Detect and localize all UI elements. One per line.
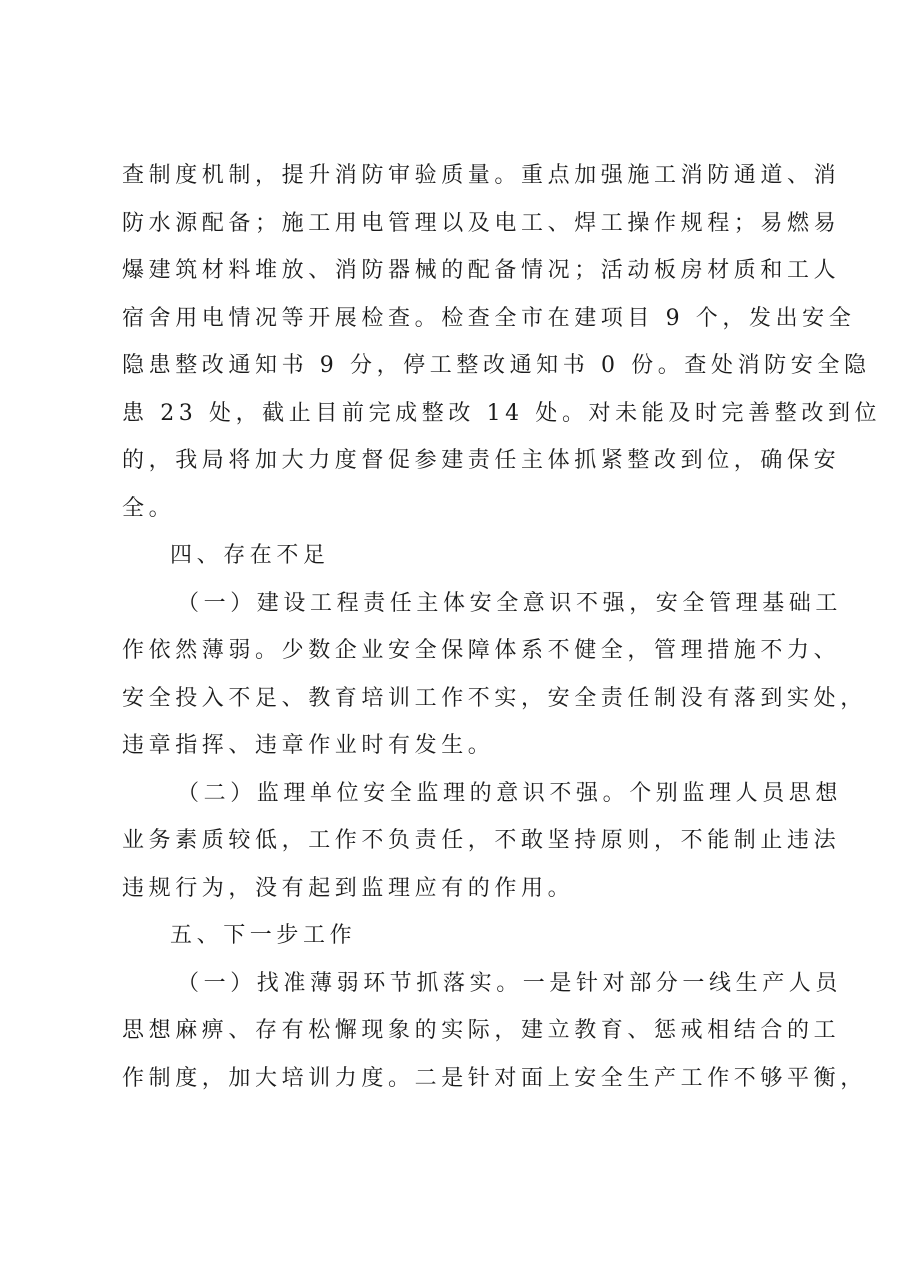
text-line: 违章指挥、违章作业时有发生。 bbox=[122, 733, 495, 758]
text-line: 业务素质较低，工作不负责任，不敢坚持原则，不能制止违法 bbox=[122, 828, 841, 853]
text-line: 宿舍用电情况等开展检查。检查全市在建项目 9 个，发出安全 bbox=[122, 305, 856, 331]
text-line: 安全投入不足、教育培训工作不实，安全责任制没有落到实处， bbox=[122, 685, 867, 711]
section-heading-five: 五、下一步工作 bbox=[170, 923, 357, 948]
text-line: 全。 bbox=[122, 495, 176, 521]
section-heading-four: 四、存在不足 bbox=[170, 543, 330, 568]
text-line: 防水源配备；施工用电管理以及电工、焊工操作规程；易燃易 bbox=[122, 210, 841, 236]
text-line: 的，我局将加大力度督促参建责任主体抓紧整改到位，确保安 bbox=[122, 448, 841, 473]
text-line: 隐患整改通知书 9 分，停工整改通知书 0 份。查处消防安全隐 bbox=[122, 353, 871, 378]
text-line: 思想麻痹、存有松懈现象的实际，建立教育、惩戒相结合的工 bbox=[122, 1018, 841, 1043]
text-line: 作依然薄弱。少数企业安全保障体系不健全，管理措施不力、 bbox=[122, 638, 841, 663]
document-body bbox=[122, 152, 882, 1102]
text-line: （一）找准薄弱环节抓落实。一是针对部分一线生产人员 bbox=[177, 970, 843, 996]
text-line: 违规行为，没有起到监理应有的作用。 bbox=[122, 875, 575, 901]
text-line: 作制度，加大培训力度。二是针对面上安全生产工作不够平衡， bbox=[122, 1065, 867, 1091]
text-line: 查制度机制，提升消防审验质量。重点加强施工消防通道、消 bbox=[122, 163, 841, 188]
text-line: 爆建筑材料堆放、消防器械的配备情况；活动板房材质和工人 bbox=[122, 258, 841, 283]
text-line: （二）监理单位安全监理的意识不强。个别监理人员思想 bbox=[177, 780, 843, 806]
text-line: （一）建设工程责任主体安全意识不强，安全管理基础工 bbox=[177, 590, 843, 616]
text-line: 患 23 处，截止目前完成整改 14 处。对未能及时完善整改到位 bbox=[122, 400, 882, 426]
